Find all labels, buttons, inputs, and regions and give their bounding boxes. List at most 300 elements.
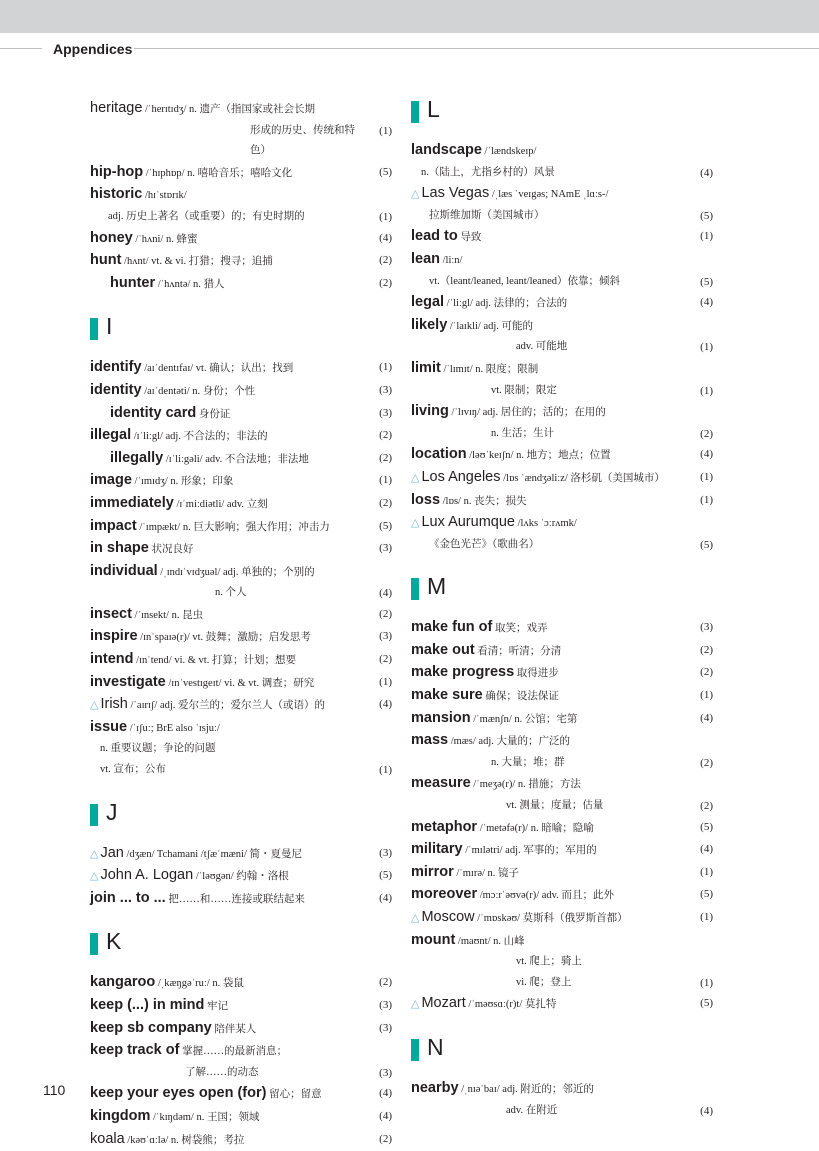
top-banner [0, 0, 819, 33]
headword: keep (...) in mind [90, 997, 205, 1013]
headword: make progress [411, 664, 515, 681]
unit-number: (1) [700, 384, 713, 397]
letter-heading [90, 930, 392, 958]
entry-definition: 陪伴某人 [211, 1023, 257, 1035]
entry-definition: vi. 爬；登上 [516, 976, 572, 988]
glossary-entry [90, 470, 392, 493]
glossary-entry [90, 649, 392, 672]
headword: hip-hop [90, 163, 144, 180]
entry-definition: /ˈlaɪkli/ adj. 可能的 [447, 320, 534, 332]
headword: measure [411, 775, 471, 792]
headword: identity card [110, 404, 197, 421]
glossary-entry [411, 226, 713, 249]
letter-marker [411, 578, 419, 600]
entry-definition: vt. 爬上；骑上 [516, 956, 582, 968]
entry-definition: /ˈkɪŋdəm/ n. 王国；领域 [150, 1111, 260, 1123]
unit-number: (4) [700, 296, 713, 309]
glossary-entry [90, 425, 392, 448]
glossary-entry [90, 865, 392, 888]
glossary-entry [411, 140, 713, 163]
glossary-entry [411, 249, 713, 272]
entry-definition: 确保；设法保证 [482, 691, 559, 703]
headword: moreover [411, 886, 478, 903]
glossary-subentry [90, 273, 392, 296]
headword: Irish [100, 696, 128, 713]
entry-definition: /ˈmetəfə(r)/ n. 暗喻；隐喻 [477, 822, 594, 834]
headword: issue [90, 718, 128, 735]
entry-definition: n.（陆上，尤指乡村的）风景 [421, 166, 555, 178]
unit-number: (2) [379, 1132, 392, 1145]
glossary-entry [411, 839, 713, 862]
headword: legal [411, 294, 445, 311]
entry-definition: /ˈhʌni/ n. 蜂蜜 [132, 233, 198, 245]
entry-definition: 看清；听清；分清 [474, 645, 562, 657]
unit-number: (1) [700, 341, 713, 354]
glossary-entry [90, 888, 392, 911]
unit-number: (1) [379, 124, 392, 137]
entry-definition: /ˈɪnsekt/ n. 昆虫 [131, 609, 204, 621]
entry-continuation [411, 535, 713, 556]
headword: image [90, 472, 132, 489]
headword: identify [90, 359, 142, 376]
glossary-entry [411, 640, 713, 663]
entry-definition: adv. 可能地 [516, 341, 568, 353]
entry-definition: /ˈhʌntə/ n. 猎人 [155, 278, 225, 290]
glossary-entry [411, 685, 713, 708]
entry-definition: /ˌlæs ˈveɪgəs; NAmE ˌlɑːs-/ [489, 189, 609, 201]
headword: likely [411, 316, 448, 333]
letter-label: K [106, 928, 122, 955]
entry-continuation [90, 207, 392, 228]
entry-definition: n. 个人 [215, 587, 247, 599]
glossary-entry [411, 490, 713, 513]
unit-number: (5) [700, 275, 713, 288]
letter-heading [411, 1033, 713, 1064]
proper-noun-triangle-icon: △ [90, 869, 99, 883]
headword: Las Vegas [421, 185, 490, 202]
unit-number: (1) [700, 689, 713, 702]
headword: individual [90, 562, 158, 579]
glossary-entry [90, 1083, 392, 1106]
headword: Los Angeles [421, 468, 501, 485]
letter-label: N [427, 1033, 444, 1060]
headword: hunter [110, 274, 156, 291]
glossary-entry [90, 604, 392, 627]
glossary-entry [411, 1078, 713, 1101]
glossary-entry [90, 516, 392, 539]
glossary-entry [90, 972, 392, 995]
entry-continuation [411, 796, 713, 817]
glossary-entry [411, 358, 713, 381]
glossary-entry [411, 183, 713, 206]
unit-number: (5) [700, 997, 713, 1010]
entry-definition: /maʊnt/ n. 山峰 [455, 935, 525, 947]
headword: illegally [110, 449, 164, 466]
headword: kingdom [90, 1107, 151, 1124]
glossary-entry [90, 493, 392, 516]
entry-definition: vt. 宣布；公布 [100, 764, 166, 776]
entry-definition: 取得进步 [514, 668, 559, 680]
letter-heading [411, 98, 713, 126]
glossary-entry [411, 401, 713, 424]
glossary-entry [411, 444, 713, 467]
glossary-column-right [411, 98, 713, 1121]
entry-continuation [411, 973, 713, 994]
unit-number: (2) [379, 451, 392, 464]
headword: illegal [90, 427, 132, 444]
headword: koala [90, 1130, 125, 1147]
entry-definition: /ˈmeʒə(r)/ n. 措施；方法 [470, 779, 581, 791]
entry-continuation [90, 760, 392, 781]
entry-definition: n. 生活；生计 [491, 427, 554, 439]
glossary-entry [90, 538, 392, 561]
header-rule-left [0, 48, 42, 49]
headword: Jan [100, 844, 124, 861]
headword: investigate [90, 673, 166, 690]
letter-label: L [427, 96, 440, 122]
unit-number: (1) [700, 865, 713, 878]
unit-number: (2) [700, 666, 713, 679]
glossary-subentry [90, 448, 392, 471]
unit-number: (1) [700, 976, 713, 989]
entry-definition: /ləʊˈkeɪʃn/ n. 地方；地点；位置 [466, 450, 611, 462]
entry-continuation [90, 583, 392, 604]
proper-noun-triangle-icon: △ [411, 187, 420, 201]
entry-definition: vt. 测量；度量；估量 [506, 800, 604, 812]
entry-continuation [411, 272, 713, 293]
unit-number: (4) [700, 843, 713, 856]
entry-definition: /dʒæn/ Tchamani /tʃæˈmæni/ 简・夏曼尼 [123, 848, 303, 860]
unit-number: (2) [700, 800, 713, 813]
entry-definition: 状况良好 [148, 544, 194, 556]
unit-number: (3) [379, 846, 392, 859]
entry-continuation [411, 753, 713, 774]
glossary-entry [90, 561, 392, 584]
entry-definition: /hɪˈstɒrɪk/ [142, 190, 187, 202]
entry-definition: /ˈlɪvɪŋ/ adj. 居住的；活的；在用的 [448, 407, 606, 419]
glossary-entry [90, 357, 392, 380]
entry-definition: /ˌɪndɪˈvɪdʒuəl/ adj. 单独的；个别的 [157, 566, 315, 578]
unit-number: (1) [379, 361, 392, 374]
glossary-entry [411, 773, 713, 796]
entry-definition: 取笑；戏弄 [492, 623, 548, 635]
headword: landscape [411, 142, 482, 158]
unit-number: (1) [700, 470, 713, 483]
unit-number: (4) [379, 1109, 392, 1122]
headword: historic [90, 186, 143, 203]
entry-definition: /ɪˈliːgl/ adj. 不合法的；非法的 [131, 431, 268, 443]
entry-definition: 留心；留意 [266, 1089, 322, 1101]
headword: keep your eyes open (for) [90, 1085, 267, 1102]
letter-label: J [106, 798, 118, 825]
headword: lean [411, 250, 441, 267]
headword: nearby [411, 1079, 459, 1096]
glossary-entry [411, 884, 713, 907]
letter-heading [90, 798, 392, 829]
entry-definition: /kəʊˈɑːlə/ n. 树袋熊；考拉 [124, 1134, 245, 1146]
headword: mount [411, 931, 456, 948]
headword: identity [90, 381, 142, 398]
glossary-entry [90, 98, 392, 121]
unit-number: (1) [379, 474, 392, 487]
unit-number: (2) [700, 427, 713, 440]
entry-definition: /ˈmænʃn/ n. 公馆；宅第 [470, 713, 578, 725]
unit-number: (1) [700, 493, 713, 506]
glossary-entry [90, 672, 392, 695]
entry-definition: /ˈɪʃuː; BrE also ˈɪsjuː/ [127, 722, 220, 734]
unit-number: (3) [379, 383, 392, 396]
proper-noun-triangle-icon: △ [411, 911, 420, 924]
headword: impact [90, 517, 137, 534]
unit-number: (5) [379, 869, 392, 882]
unit-number: (4) [379, 891, 392, 904]
entry-continuation [411, 206, 713, 227]
unit-number: (4) [379, 1087, 392, 1100]
proper-noun-triangle-icon: △ [90, 846, 99, 860]
entry-definition: /ˈhɪphɒp/ n. 嘻哈音乐；嘻哈文化 [143, 167, 293, 179]
glossary-entry [411, 512, 713, 535]
unit-number: (4) [379, 231, 392, 244]
unit-number: (3) [379, 630, 392, 643]
entry-continuation [411, 163, 713, 184]
letter-heading [90, 315, 392, 343]
entry-definition: n. 大量；堆；群 [491, 756, 565, 768]
headword: metaphor [411, 818, 478, 835]
headword: limit [411, 359, 441, 376]
entry-continuation [90, 121, 392, 162]
entry-continuation [411, 424, 713, 445]
entry-definition: 掌握……的最新消息； [179, 1046, 288, 1058]
entry-definition: 形成的历史、传统和特色） [250, 124, 355, 157]
glossary-entry [411, 467, 713, 490]
entry-definition: adv. 在附近 [506, 1104, 558, 1116]
entry-definition: 《金色光芒》（歌曲名） [429, 538, 540, 550]
entry-definition: 导致 [457, 232, 482, 244]
entry-definition: /ˈherɪtɪdʒ/ n. 遗产（指国家或社会长期 [142, 104, 316, 115]
headword: hunt [90, 252, 122, 269]
letter-marker [90, 318, 98, 340]
headword: kangaroo [90, 974, 156, 991]
unit-number: (2) [379, 429, 392, 442]
glossary-entry [411, 930, 713, 953]
entry-definition: /ˌnɪəˈbaɪ/ adj. 附近的；邻近的 [458, 1083, 594, 1095]
entry-definition: 牢记 [204, 1001, 229, 1012]
entry-definition: vt.（leant/leaned, leant/leaned）依靠；倾斜 [429, 275, 620, 287]
unit-number: (2) [700, 756, 713, 769]
glossary-column-left [90, 98, 392, 1151]
entry-definition: /ɪnˈspaɪə(r)/ vt. 鼓舞；激励；启发思考 [137, 632, 311, 644]
unit-number: (1) [379, 210, 392, 223]
glossary-entry [411, 662, 713, 685]
headword: mirror [411, 863, 454, 880]
headword: living [411, 403, 449, 420]
headword: in shape [90, 540, 149, 557]
headword: make sure [411, 687, 483, 704]
unit-number: (4) [379, 698, 392, 711]
entry-continuation [411, 337, 713, 358]
letter-marker [411, 101, 419, 123]
unit-number: (1) [700, 911, 713, 923]
glossary-entry [90, 1106, 392, 1129]
proper-noun-triangle-icon: △ [411, 516, 420, 530]
entry-continuation [411, 952, 713, 973]
entry-definition: /ˈmɪlətri/ adj. 军事的；军用的 [462, 845, 597, 857]
glossary-entry [411, 817, 713, 840]
glossary-entry [90, 228, 392, 251]
unit-number: (2) [379, 254, 392, 267]
entry-definition: /ɪnˈvestɪgeɪt/ vi. & vt. 调查；研究 [165, 677, 315, 689]
entry-definition: 了解……的动态 [185, 1066, 259, 1078]
entry-definition: /liːn/ [440, 254, 463, 266]
unit-number: (2) [379, 607, 392, 620]
unit-number: (3) [379, 406, 392, 419]
unit-number: (5) [700, 538, 713, 551]
page-number: 110 [43, 1082, 66, 1098]
headword: make fun of [411, 619, 493, 636]
entry-continuation [411, 1101, 713, 1122]
entry-continuation [90, 1063, 392, 1084]
headword: John A. Logan [100, 867, 194, 884]
section-title: Appendices [53, 41, 133, 57]
glossary-entry [90, 250, 392, 273]
glossary-entry [90, 162, 392, 185]
headword: mass [411, 732, 449, 749]
letter-label: M [427, 573, 447, 600]
entry-definition: 拉斯维加斯（美国城市） [429, 209, 545, 221]
unit-number: (3) [379, 542, 392, 555]
glossary-entry [411, 315, 713, 338]
entry-definition: /lɒs/ n. 丧失；损失 [440, 495, 527, 507]
entry-definition: /ˈɪmpækt/ n. 巨大影响；强大作用；冲击力 [136, 521, 330, 533]
headword: join ... to ... [90, 889, 166, 906]
unit-number: (4) [700, 166, 713, 179]
glossary-subentry [90, 403, 392, 426]
glossary-entry [90, 717, 392, 740]
glossary-entry [411, 617, 713, 640]
headword: make out [411, 641, 475, 658]
headword: loss [411, 491, 441, 508]
entry-definition: /ˈmɒskəʊ/ 莫斯科（俄罗斯首都） [474, 913, 628, 924]
entry-definition: /ˈlændskeɪp/ [481, 146, 537, 157]
glossary-entry [90, 1018, 392, 1041]
unit-number: (2) [379, 276, 392, 289]
entry-continuation [90, 739, 392, 760]
entry-definition: /ɪˈmiːdiətli/ adv. 立刻 [173, 498, 268, 510]
headword: lead to [411, 228, 458, 245]
unit-number: (5) [700, 820, 713, 833]
glossary-entry [90, 995, 392, 1018]
unit-number: (3) [379, 999, 392, 1011]
entry-definition: /ˈləʊgən/ 约翰・洛根 [193, 871, 289, 883]
headword: Lux Aurumque [421, 514, 515, 531]
unit-number: (4) [700, 711, 713, 724]
glossary-entry [90, 1040, 392, 1063]
header-rule-right [134, 48, 819, 49]
entry-definition: /ˈmɪrə/ n. 镜子 [453, 867, 520, 879]
letter-heading [411, 575, 713, 603]
headword: heritage [90, 100, 143, 116]
headword: intend [90, 651, 134, 668]
headword: Mozart [421, 995, 466, 1012]
unit-number: (5) [379, 519, 392, 532]
glossary-entry [90, 626, 392, 649]
glossary-entry [90, 184, 392, 207]
entry-continuation [411, 381, 713, 402]
letter-marker [90, 933, 98, 955]
glossary-entry [411, 292, 713, 315]
headword: immediately [90, 494, 174, 511]
headword: keep track of [90, 1042, 180, 1059]
unit-number: (4) [700, 1104, 713, 1117]
entry-definition: /aɪˈdentɪfaɪ/ vt. 确认；认出；找到 [141, 363, 294, 375]
unit-number: (1) [379, 764, 392, 777]
unit-number: (5) [700, 209, 713, 222]
glossary-entry [90, 843, 392, 866]
entry-definition: /ˌkæŋgəˈruː/ n. 袋鼠 [155, 978, 244, 990]
glossary-entry [411, 708, 713, 731]
entry-definition: /mɔːrˈəʊvə(r)/ adv. 而且；此外 [477, 890, 614, 902]
letter-label: I [106, 313, 113, 340]
entry-definition: /lɒs ˈændʒəliːz/ 洛杉矶（美国城市） [500, 472, 665, 484]
unit-number: (2) [379, 976, 392, 989]
entry-definition: /ˈməʊsɑː(r)t/ 莫扎特 [465, 999, 557, 1011]
entry-definition: /ˈɪmɪdʒ/ n. 形象；印象 [131, 476, 234, 488]
unit-number: (3) [700, 621, 713, 634]
glossary-entry [411, 907, 713, 930]
letter-marker [411, 1039, 419, 1061]
glossary-entry [411, 730, 713, 753]
unit-number: (2) [379, 653, 392, 666]
entry-definition: /aɪˈdentəti/ n. 身份；个性 [141, 385, 256, 397]
entry-definition: /ɪˈliːgəli/ adv. 不合法地；非法地 [163, 453, 309, 465]
headword: honey [90, 229, 133, 246]
proper-noun-triangle-icon: △ [411, 470, 420, 484]
glossary-entry [90, 694, 392, 717]
headword: insect [90, 605, 132, 622]
entry-definition: vt. 限制；限定 [491, 384, 557, 396]
proper-noun-triangle-icon: △ [90, 698, 99, 712]
unit-number: (3) [379, 1066, 392, 1079]
entry-definition: n. 重要议题；争论的问题 [100, 743, 216, 755]
headword: inspire [90, 628, 138, 645]
unit-number: (4) [379, 587, 392, 600]
entry-definition: adj. 历史上著名（或重要）的；有史时期的 [108, 210, 305, 222]
entry-definition: 把……和……连接或联结起来 [165, 893, 305, 905]
unit-number: (4) [700, 448, 713, 461]
entry-definition: 身份证 [196, 408, 231, 420]
unit-number: (5) [379, 165, 392, 178]
entry-definition: /hʌnt/ vt. & vi. 打猎；搜寻；追捕 [121, 256, 273, 268]
entry-definition: /lʌks ˈɔːrʌmk/ [514, 518, 577, 530]
entry-definition: /mæs/ adj. 大量的；广泛的 [448, 736, 571, 748]
entry-definition: /ˈlɪmɪt/ n. 限度；限制 [440, 363, 539, 375]
entry-definition: /ˈaɪrɪʃ/ adj. 爱尔兰的；爱尔兰人（或语）的 [127, 700, 326, 712]
glossary-entry [90, 380, 392, 403]
glossary-entry [411, 862, 713, 885]
entry-definition: /ɪnˈtend/ vi. & vt. 打算；计划；想要 [133, 655, 296, 667]
headword: keep sb company [90, 1019, 212, 1036]
unit-number: (2) [379, 496, 392, 509]
unit-number: (2) [700, 643, 713, 656]
unit-number: (1) [700, 230, 713, 243]
unit-number: (5) [700, 888, 713, 901]
proper-noun-triangle-icon: △ [411, 997, 420, 1011]
glossary-entry [411, 993, 713, 1016]
headword: mansion [411, 709, 471, 726]
headword: Moscow [421, 909, 475, 925]
glossary-entry [90, 1129, 392, 1151]
unit-number: (1) [379, 675, 392, 688]
